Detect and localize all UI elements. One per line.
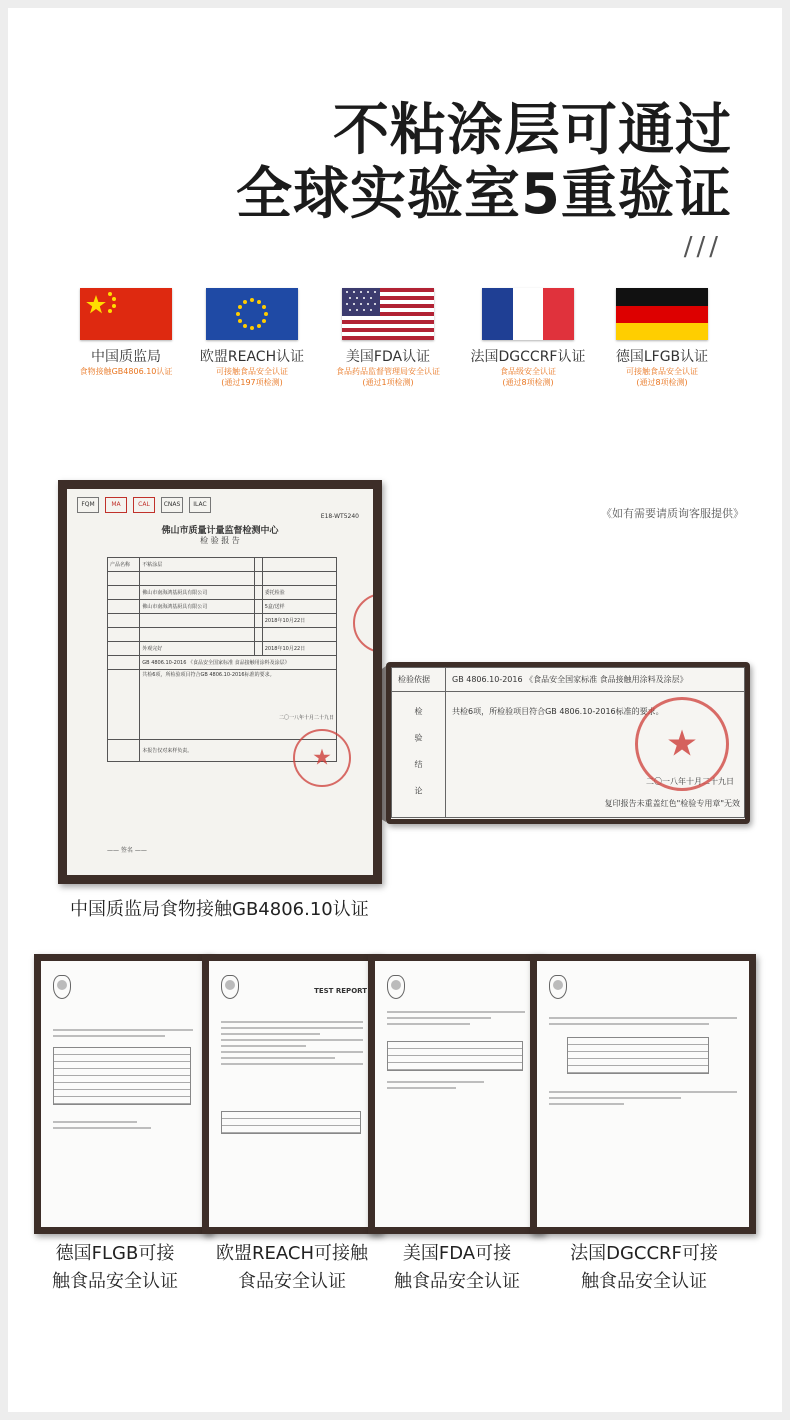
zoom-conclusion-value: 共检6项，所检验项目符合GB 4806.10-2016标准的要求。 — [452, 707, 664, 716]
cell-client: 佛山市南海鸿基厨具有限公司 — [140, 586, 254, 600]
china-flag-icon — [80, 288, 172, 340]
usa-report-frame — [368, 954, 544, 1234]
flag-item-france — [452, 288, 604, 388]
zoom-basis-value: GB 4806.10-2016 《食品安全国家标准 食品接触用涂料及涂层》 — [446, 668, 745, 692]
test-report-title: TEST REPORT — [314, 987, 367, 995]
red-seal-icon — [353, 593, 373, 653]
ilac-logo-icon: ILAC — [189, 497, 211, 513]
cell-issue-date: 二〇一八年十月二十九日 — [278, 715, 334, 721]
flag-note: 食品级安全认证 — [500, 367, 556, 376]
cell-conclusion: 共检6项，所检验项目符合GB 4806.10-2016标准的要求。 — [142, 672, 275, 678]
report-paper — [209, 961, 375, 1227]
zoom-copy-note: 复印报告未重盖红色"检验专用章"无效 — [604, 799, 740, 808]
usa-report-caption — [382, 1240, 532, 1296]
flag-item-usa — [312, 288, 464, 388]
flag-name: 中国质监局 — [91, 349, 161, 365]
cma-logo-icon: MA — [105, 497, 127, 513]
zoom-basis-label: 检验依据 — [392, 668, 446, 692]
flag-name: 法国DGCCRF认证 — [470, 349, 586, 365]
report-title: 检 验 报 告 — [200, 536, 240, 545]
france-report-caption — [554, 1240, 734, 1296]
red-seal-icon: ★ — [635, 697, 729, 791]
contact-service-note: 《如有需要请质询客服提供》 — [601, 507, 744, 520]
cell-date: 2018年10月22日 — [262, 614, 336, 628]
signature-row: —— 签名 —— — [107, 847, 147, 854]
report-org: 佛山市质量计量监督检测中心 — [161, 526, 279, 536]
zoom-issue-date: 二〇一八年十月二十九日 — [646, 777, 734, 786]
caption-line: 触食品安全认证 — [52, 1271, 178, 1292]
zoom-conclusion-label: 检 验 结 论 — [392, 692, 446, 818]
eu-report-frame — [202, 954, 382, 1234]
france-flag-icon — [482, 288, 574, 340]
caption-line: 法国DGCCRF可接 — [570, 1243, 718, 1264]
cell-basis: GB 4806.10-2016 《食品安全国家标准 食品接触用涂料及涂层》 — [140, 656, 337, 670]
cell-label: 产品名称 — [108, 558, 140, 572]
zoom-detail-frame — [386, 662, 750, 824]
report-paper — [41, 961, 205, 1227]
flag-note: 可接触食品安全认证 — [626, 367, 698, 376]
flag-note: 可接触食品安全认证 — [216, 367, 288, 376]
china-report-frame — [58, 480, 382, 884]
decorative-slashes: /// — [683, 232, 722, 262]
caption-line: 美国FDA可接 — [402, 1243, 512, 1264]
headline-line-2: 全球实验室5重验证 — [236, 162, 732, 227]
flag-note: 食物接触GB4806.10认证 — [79, 367, 173, 376]
cell-value: 不粘涂层 — [140, 558, 254, 572]
report-logo-row — [77, 497, 211, 513]
flag-note-count: (通过8项检测) — [502, 378, 554, 387]
flag-item-eu — [176, 288, 328, 388]
flag-note-count: (通过197项检测) — [221, 378, 283, 387]
report-number: E18-WT5240 — [320, 513, 359, 520]
eu-flag-icon — [206, 288, 298, 340]
china-report-paper — [67, 489, 373, 875]
zoom-detail-paper — [391, 667, 745, 819]
bureau-veritas-logo-icon — [221, 975, 239, 999]
eu-report-caption — [202, 1240, 382, 1296]
cell-date-2: 2018年10月22日 — [262, 642, 336, 656]
china-report-caption: 中国质监局食物接触GB4806.10认证 — [70, 899, 369, 920]
red-seal-icon: ★ — [293, 729, 351, 787]
cell-client-2: 佛山市南海鸿基厨具有限公司 — [140, 600, 254, 614]
report-paper — [537, 961, 749, 1227]
flag-note-count: (通过8项检测) — [636, 378, 688, 387]
caption-line: 触食品安全认证 — [394, 1271, 520, 1292]
bureau-veritas-logo-icon — [549, 975, 567, 999]
cell-inspect-type: 委托检验 — [262, 586, 336, 600]
cell-remark: 本报告仅对来样负责。 — [140, 740, 337, 762]
report-paper — [375, 961, 537, 1227]
caption-line: 食品安全认证 — [238, 1271, 346, 1292]
fqm-logo-icon: FQM — [77, 497, 99, 513]
usa-flag-icon — [342, 288, 434, 340]
france-report-frame — [530, 954, 756, 1234]
germany-flag-icon — [616, 288, 708, 340]
caption-line: 德国FLGB可接 — [55, 1243, 175, 1264]
germany-report-frame — [34, 954, 212, 1234]
flag-note-count: (通过1项检测) — [362, 378, 414, 387]
cell-sample-state: 外观完好 — [140, 642, 254, 656]
bureau-veritas-logo-icon — [53, 975, 71, 999]
flag-name: 欧盟REACH认证 — [199, 349, 305, 365]
flag-name: 德国LFGB认证 — [615, 349, 709, 365]
flag-name: 美国FDA认证 — [345, 349, 431, 365]
caption-line: 触食品安全认证 — [581, 1271, 707, 1292]
flag-item-germany — [586, 288, 738, 388]
cal-logo-icon: CAL — [133, 497, 155, 513]
cnas-logo-icon: CNAS — [161, 497, 183, 513]
bureau-veritas-logo-icon — [387, 975, 405, 999]
cell-sample-count: 5盒/送样 — [262, 600, 336, 614]
flag-note: 食品药品监督管理局安全认证 — [336, 367, 440, 376]
report-table — [107, 557, 337, 762]
germany-report-caption — [40, 1240, 190, 1296]
caption-line: 欧盟REACH可接触 — [216, 1243, 368, 1264]
headline-line-1: 不粘涂层可通过 — [333, 98, 732, 163]
